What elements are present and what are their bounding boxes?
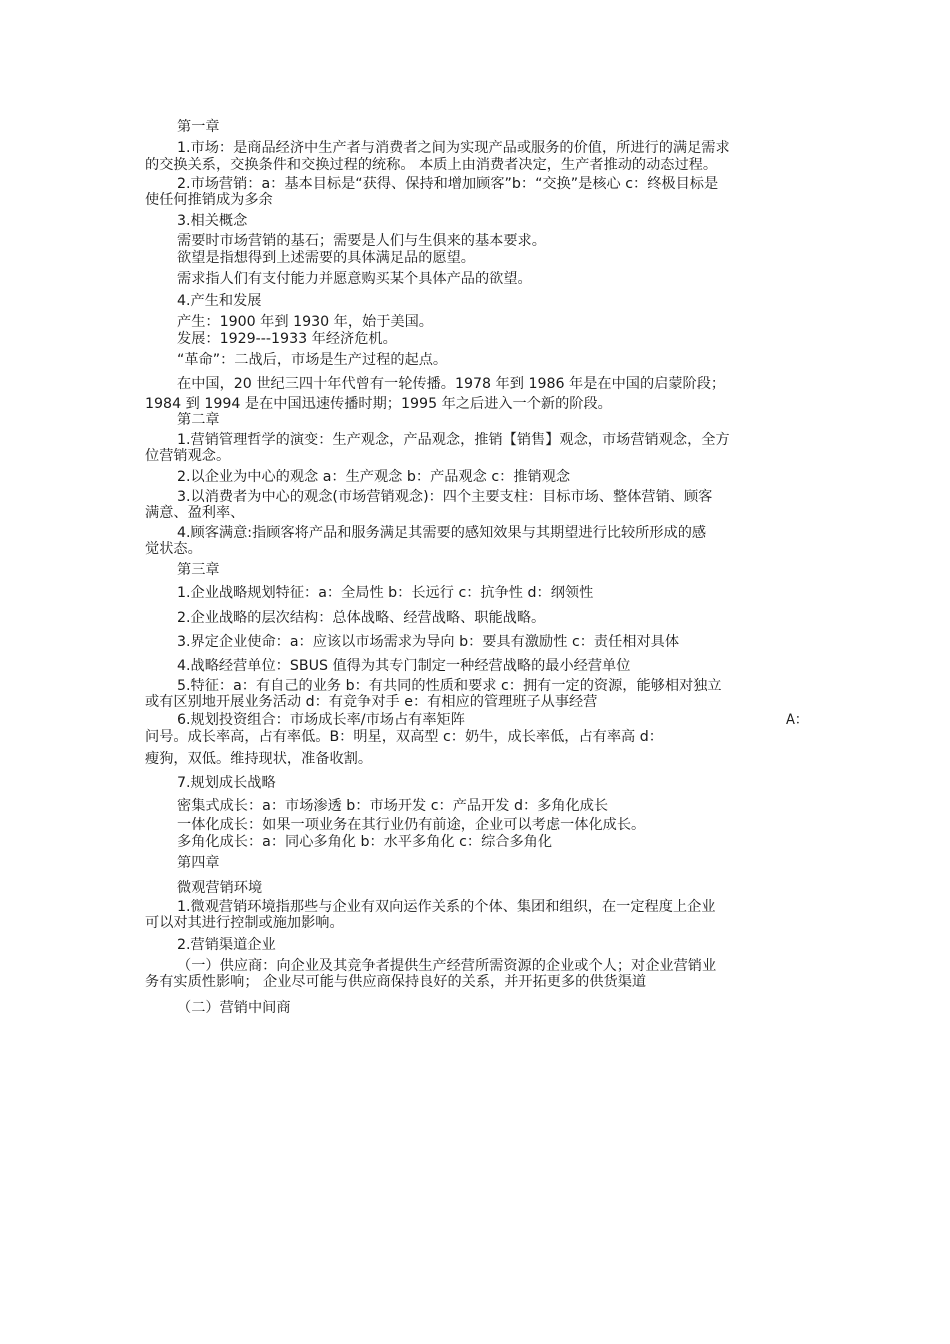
text-line: 4.产生和发展: [177, 293, 262, 309]
text-line: 微观营销环境: [177, 880, 263, 896]
text-line: 产生：1900 年到 1930 年，始于美国。: [177, 314, 433, 330]
text-line: 需要时市场营销的基石；需要是人们与生俱来的基本要求。: [177, 233, 546, 249]
text-line: 2.以企业为中心的观念 a：生产观念 b：产品观念 c：推销观念: [177, 469, 571, 485]
text-line: 1984 到 1994 是在中国迅速传播时期；1995 年之后进入一个新的阶段。: [145, 396, 612, 412]
text-line: 2.市场营销：a：基本目标是“获得、保持和增加顾客”b：“交换”是核心 c：终极目标是: [177, 176, 719, 192]
text-line: 1.市场：是商品经济中生产者与消费者之间为实现产品或服务的价值，所进行的满足需求: [177, 140, 730, 156]
text-line: 1.企业战略规划特征：a：全局性 b：长远行 c：抗争性 d：纲领性: [177, 585, 594, 601]
text-line: “革命”：二战后，市场是生产过程的起点。: [177, 352, 448, 368]
chapter-3-heading: 第三章: [177, 562, 220, 578]
text-line: 需求指人们有支付能力并愿意购买某个具体产品的欲望。: [177, 271, 532, 287]
text-line: 发展：1929---1933 年经济危机。: [177, 331, 397, 347]
text-line: 问号。成长率高，占有率低。B：明星，双高型 c：奶牛，成长率低，占有率高 d：: [145, 729, 663, 745]
text-line: 的交换关系，交换条件和交换过程的统称。 本质上由消费者决定，生产者推动的动态过程。: [145, 157, 718, 173]
text-line: 或有区别地开展业务活动 d：有竞争对手 e：有相应的管理班子从事经营: [145, 694, 598, 710]
text-line: （一）供应商：向企业及其竞争者提供生产经营所需资源的企业或个人；对企业营销业: [177, 958, 717, 974]
text-line: 3.以消费者为中心的观念(市场营销观念)：四个主要支柱：目标市场、整体营销、顾客: [177, 489, 713, 505]
text-line: 瘦狗，双低。维持现状，准备收割。: [145, 751, 373, 767]
text-line: 务有实质性影响； 企业尽可能与供应商保持良好的关系，并开拓更多的供货渠道: [145, 974, 647, 990]
chapter-4-heading: 第四章: [177, 855, 220, 871]
text-line: 6.规划投资组合：市场成长率/市场占有率矩阵: [177, 712, 465, 728]
text-line: 位营销观念。: [145, 448, 231, 464]
text-line: 2.营销渠道企业: [177, 937, 276, 953]
text-line: 在中国，20 世纪三四十年代曾有一轮传播。1978 年到 1986 年是在中国的启蒙阶段；: [177, 376, 726, 392]
text-line: 密集式成长：a：市场渗透 b：市场开发 c：产品开发 d：多角化成长: [177, 798, 609, 814]
text-line: 多角化成长：a：同心多角化 b：水平多角化 c：综合多角化: [177, 834, 553, 850]
text-line: 觉状态。: [145, 541, 202, 557]
text-line: （二）营销中间商: [177, 1000, 291, 1016]
text-line: 满意、盈利率、: [145, 505, 245, 521]
text-line: 2.企业战略的层次结构：总体战略、经营战略、职能战略。: [177, 610, 546, 626]
text-line: 3.界定企业使命：a：应该以市场需求为导向 b：要具有激励性 c：责任相对具体: [177, 634, 680, 650]
text-line: 可以对其进行控制或施加影响。: [145, 915, 344, 931]
text-line: 1.营销管理哲学的演变：生产观念，产品观念，推销【销售】观念，市场营销观念，全方: [177, 432, 730, 448]
text-line: 3.相关概念: [177, 213, 248, 229]
chapter-1-heading: 第一章: [177, 119, 220, 135]
text-line: 一体化成长：如果一项业务在其行业仍有前途，企业可以考虑一体化成长。: [177, 817, 646, 833]
text-line: 5.特征：a：有自己的业务 b：有共同的性质和要求 c：拥有一定的资源，能够相对独立: [177, 678, 722, 694]
chapter-2-heading: 第二章: [177, 412, 220, 428]
text-line: 4.顾客满意:指顾客将产品和服务满足其需要的感知效果与其期望进行比较所形成的感: [177, 525, 707, 541]
text-line: 4.战略经营单位：SBUS 值得为其专门制定一种经营战略的最小经营单位: [177, 658, 631, 674]
text-line: A：: [786, 712, 808, 728]
text-line: 1.微观营销环境指那些与企业有双向运作关系的个体、集团和组织，在一定程度上企业: [177, 899, 716, 915]
text-line: 使任何推销成为多余: [145, 192, 273, 208]
text-line: 欲望是指想得到上述需要的具体满足品的愿望。: [177, 250, 475, 266]
text-line: 7.规划成长战略: [177, 775, 276, 791]
